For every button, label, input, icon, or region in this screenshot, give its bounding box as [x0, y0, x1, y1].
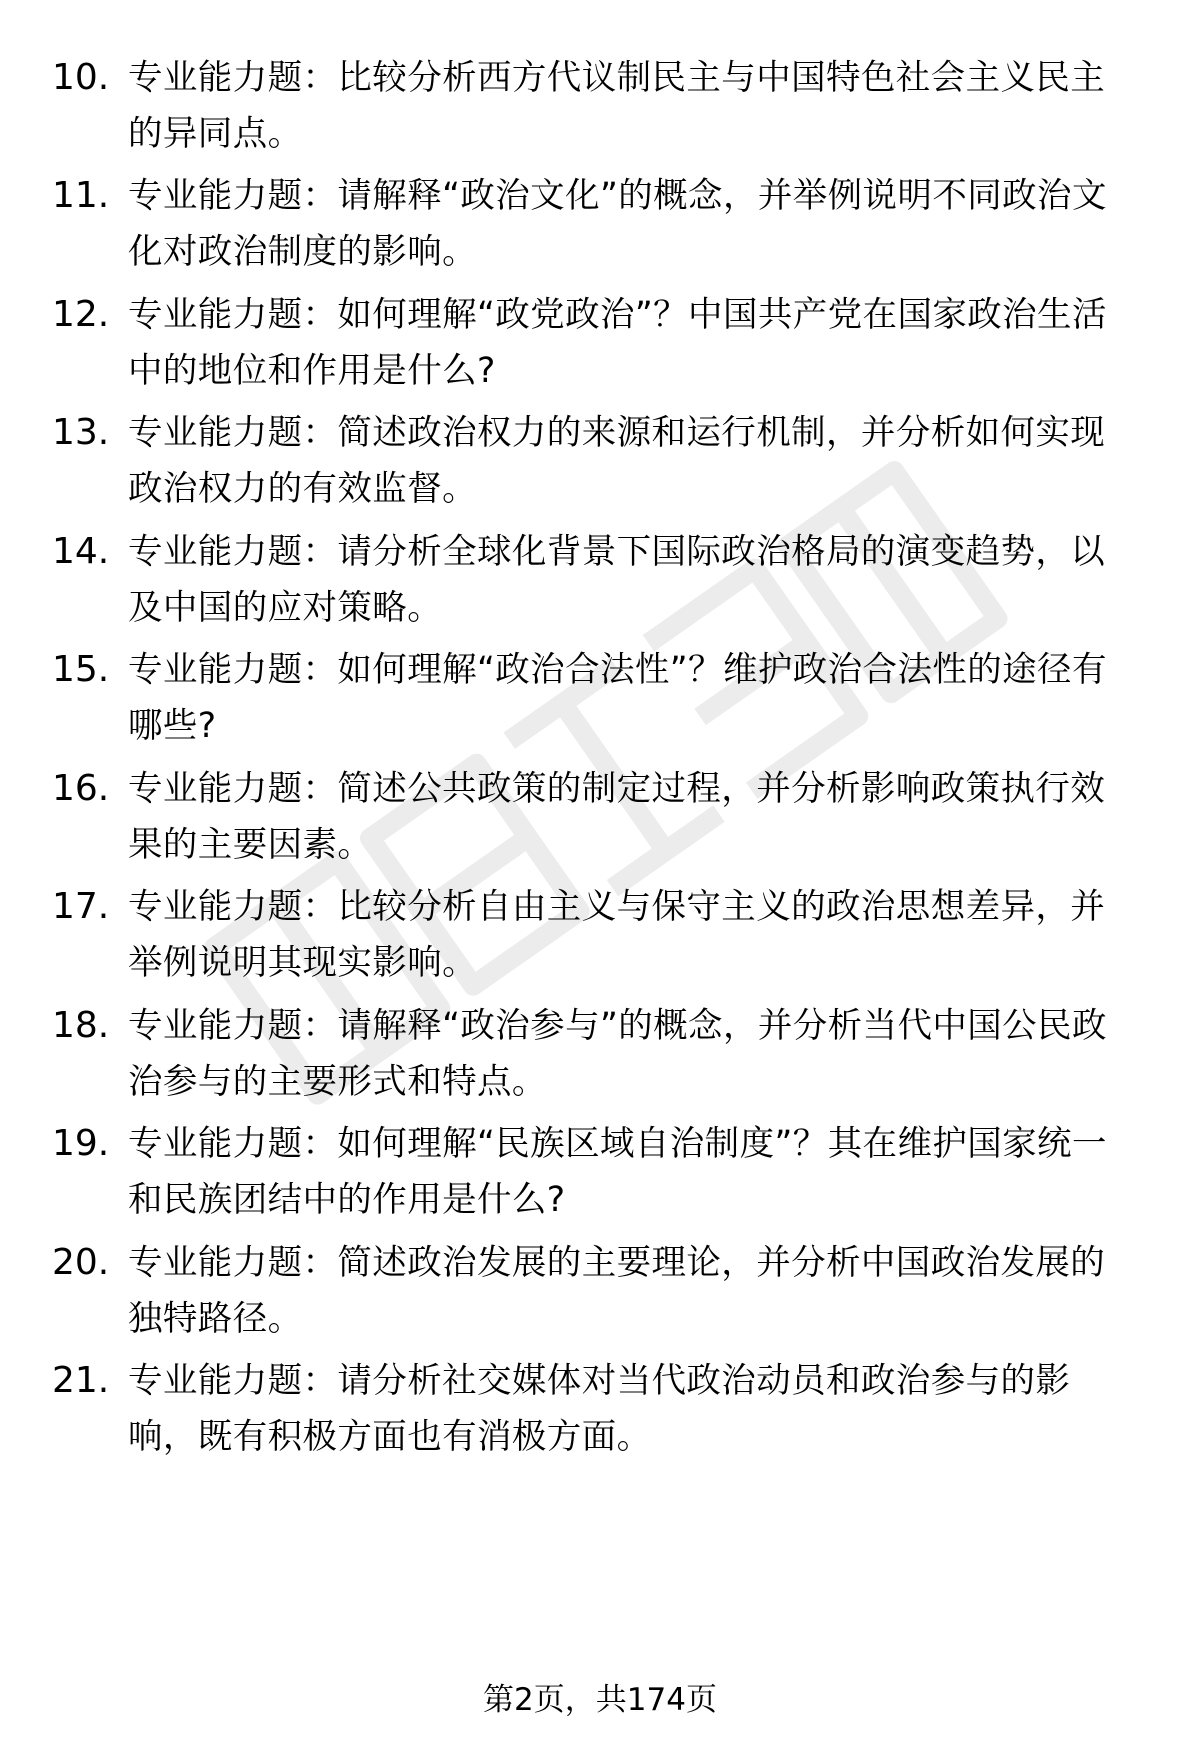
question-number: 19.: [52, 1123, 110, 1164]
question-number: 12.: [52, 294, 110, 335]
question-text: 专业能力题：请解释“政治参与”的概念，并分析当代中国公民政治参与的主要形式和特点。: [128, 1006, 1107, 1102]
question-number: 13.: [52, 412, 110, 453]
question-text: 专业能力题：请分析社交媒体对当代政治动员和政治参与的影响，既有积极方面也有消极方面。: [128, 1361, 1071, 1457]
question-text: 专业能力题：如何理解“民族区域自治制度”？其在维护国家统一和民族团结中的作用是什么?: [128, 1124, 1107, 1220]
question-number: 14.: [52, 531, 110, 572]
question-number: 21.: [52, 1360, 110, 1401]
question-text: 专业能力题：如何理解“政治合法性”？维护政治合法性的途径有哪些?: [128, 650, 1107, 746]
question-text: 专业能力题：简述政治权力的来源和运行机制，并分析如何实现政治权力的有效监督。: [128, 413, 1106, 509]
question-text: 专业能力题：请解释“政治文化”的概念，并举例说明不同政治文化对政治制度的影响。: [128, 176, 1107, 272]
question-number: 18.: [52, 1005, 110, 1046]
question-text: 专业能力题：比较分析西方代议制民主与中国特色社会主义民主的异同点。: [128, 58, 1106, 154]
question-text: 专业能力题：如何理解“政党政治”？中国共产党在国家政治生活中的地位和作用是什么?: [128, 295, 1107, 391]
question-text: 专业能力题：请分析全球化背景下国际政治格局的演变趋势，以及中国的应对策略。: [128, 532, 1106, 628]
question-number: 11.: [52, 175, 110, 216]
question-number: 17.: [52, 886, 110, 927]
question-number: 10.: [52, 57, 110, 98]
question-text: 专业能力题：比较分析自由主义与保守主义的政治思想差异，并举例说明其现实影响。: [128, 887, 1106, 983]
question-number: 15.: [52, 649, 110, 690]
question-text: 专业能力题：简述公共政策的制定过程，并分析影响政策执行效果的主要因素。: [128, 769, 1106, 865]
page-number: 第2页，共174页: [483, 1682, 717, 1718]
question-number: 20.: [52, 1242, 110, 1283]
question-number: 16.: [52, 768, 110, 809]
question-text: 专业能力题：简述政治发展的主要理论，并分析中国政治发展的独特路径。: [128, 1243, 1106, 1339]
